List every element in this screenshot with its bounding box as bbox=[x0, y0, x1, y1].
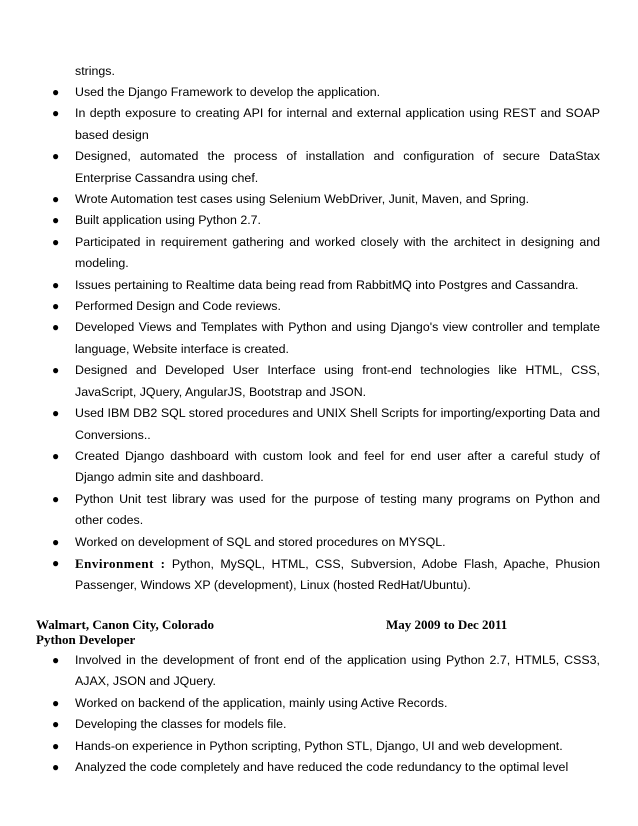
bullet-icon: ● bbox=[52, 491, 60, 506]
list-item: ● Participated in requirement gathering and worked closely with the architect in designing and modeling. bbox=[0, 232, 600, 275]
bullet-icon: ● bbox=[52, 299, 60, 314]
list-item: ● Designed, automated the process of installation and configuration of secure DataStax Enterprise Cassandra using chef. bbox=[0, 146, 600, 189]
bullet-icon: ● bbox=[52, 213, 60, 228]
list-item: ● Designed and Developed User Interface using front-end technologies like HTML, CSS, JavaScript, JQuery, AngularJS, Bootstrap and JSON. bbox=[0, 360, 600, 403]
continuation-text: strings. bbox=[75, 64, 115, 78]
bullet-icon: ● bbox=[52, 277, 60, 292]
bullet-icon: ● bbox=[52, 363, 60, 378]
company-name: Walmart, Canon City, Colorado bbox=[36, 617, 215, 632]
list-item: ● Analyzed the code completely and have reduced the code redundancy to the optimal level bbox=[0, 757, 600, 778]
list-item: ● Created Django dashboard with custom look and feel for end user after a careful study of Django admin site and dashboard. bbox=[0, 446, 600, 489]
list-item: ● Performed Design and Code reviews. bbox=[0, 296, 600, 317]
bullet-icon: ● bbox=[52, 653, 60, 667]
bullet-icon: ● bbox=[52, 234, 60, 249]
bullet-icon: ● bbox=[52, 534, 60, 549]
list-item: ● In depth exposure to creating API for internal and external application using REST and SOAP based design bbox=[0, 103, 600, 146]
bullet-icon: ● bbox=[52, 406, 60, 421]
bullet-icon: ● bbox=[52, 106, 60, 121]
list-item: ● Developing the classes for models file. bbox=[0, 714, 600, 735]
list-item: ● Worked on development of SQL and stored procedures on MYSQL. bbox=[0, 532, 600, 553]
list-item: ● Python Unit test library was used for the purpose of testing many programs on Python and other codes. bbox=[0, 489, 600, 532]
list-item: ● Wrote Automation test cases using Selenium WebDriver, Junit, Maven, and Spring. bbox=[0, 189, 600, 210]
bullet-icon: ● bbox=[52, 448, 60, 463]
list-item: ● Hands-on experience in Python scripting, Python STL, Django, UI and web development. bbox=[0, 736, 600, 757]
environment-text: Python, MySQL, HTML, CSS, Subversion, Adobe Flash, Apache, Phusion Passenger, Windows XP (development), Linux (hosted RedHat/Ubuntu). bbox=[75, 556, 600, 593]
bullet-icon: ● bbox=[52, 192, 60, 207]
bullet-icon: ● bbox=[52, 149, 60, 164]
environment-label: Environment : bbox=[75, 555, 166, 571]
bullet-icon: ● bbox=[52, 320, 60, 335]
list-item: ● Worked on backend of the application, mainly using Active Records. bbox=[0, 693, 600, 714]
job-role: Python Developer bbox=[36, 632, 136, 647]
list-item: ● Built application using Python 2.7. bbox=[0, 210, 600, 231]
list-item: ● Used the Django Framework to develop the application. bbox=[0, 82, 600, 103]
bullet-icon: ● bbox=[52, 717, 60, 732]
job-bullet-list bbox=[0, 650, 638, 778]
bullet-icon: ● bbox=[52, 695, 60, 710]
list-item: ● Involved in the development of front end of the application using Python 2.7, HTML5, CSS3, AJAX, JSON and JQuery. bbox=[0, 650, 600, 693]
bullet-icon: ● bbox=[52, 760, 60, 775]
list-item: ● Used IBM DB2 SQL stored procedures and UNIX Shell Scripts for importing/exporting Data and Conversions.. bbox=[0, 403, 600, 446]
list-item: ● Developed Views and Templates with Python and using Django's view controller and template language, Website interface is created. bbox=[0, 317, 600, 360]
bullet-icon: ● bbox=[52, 738, 60, 753]
list-item: ● Issues pertaining to Realtime data being read from RabbitMQ into Postgres and Cassandra. bbox=[0, 275, 600, 296]
job-dates: May 2009 to Dec 2011 bbox=[386, 617, 508, 632]
bullet-icon: ● bbox=[52, 555, 60, 570]
experience-bullet-list bbox=[0, 82, 638, 597]
bullet-icon: ● bbox=[52, 85, 60, 99]
environment-item bbox=[0, 553, 600, 597]
